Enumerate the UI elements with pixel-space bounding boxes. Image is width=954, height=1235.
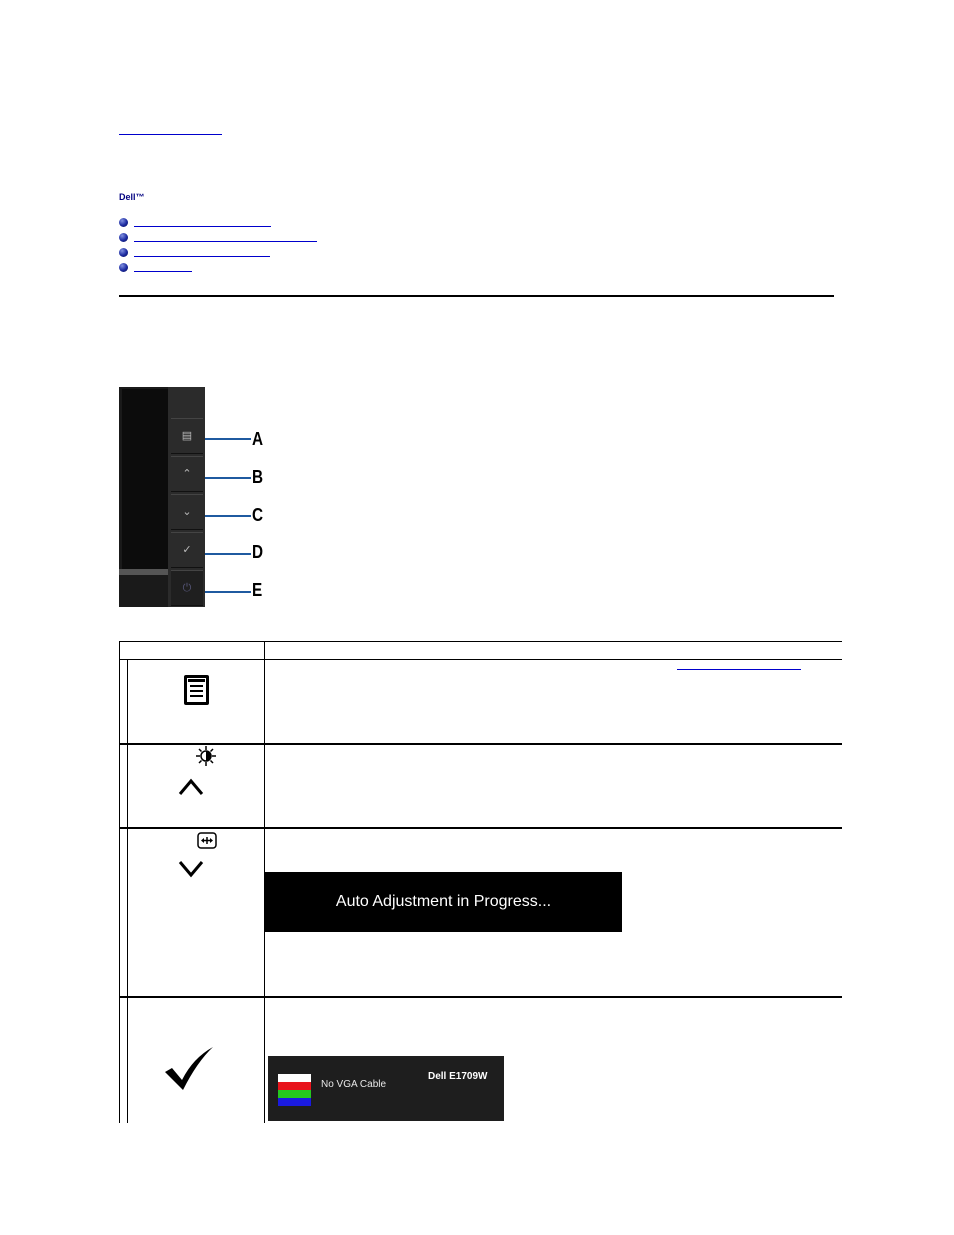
monitor-base — [119, 569, 171, 575]
back-to-contents-link[interactable] — [119, 122, 222, 135]
callout-letter-d: D — [252, 542, 264, 562]
auto-adjust-icon — [197, 832, 217, 849]
section-divider — [119, 295, 834, 297]
monitor-screen — [122, 389, 168, 569]
osd-message-text: No VGA Cable — [321, 1079, 387, 1090]
toc-link[interactable] — [134, 271, 192, 272]
callout-line-d — [205, 553, 251, 555]
table-row-divider — [119, 827, 842, 829]
table-left-border — [119, 641, 120, 1123]
auto-adjust-banner: Auto Adjustment in Progress... — [265, 872, 622, 932]
table-header-border — [119, 659, 842, 660]
callout-letter-a: A — [252, 429, 264, 449]
panel-button-down: ⌄ — [171, 494, 203, 530]
color-bar-blue — [278, 1098, 311, 1106]
bullet-icon — [119, 263, 128, 272]
callout-line-a — [205, 438, 251, 440]
table-row-divider — [119, 996, 842, 998]
monitor-front-panel-photo — [119, 387, 205, 607]
callout-line-b — [205, 477, 251, 479]
panel-button-menu: ▤ — [171, 418, 203, 454]
brand-title: Dell™ — [119, 192, 145, 202]
brightness-icon — [196, 746, 216, 766]
table-row-divider — [119, 743, 842, 745]
bullet-icon — [119, 248, 128, 257]
color-bar-green — [278, 1090, 311, 1098]
toc-link[interactable] — [134, 226, 271, 227]
toc-item[interactable] — [119, 247, 339, 259]
toc-link[interactable] — [134, 241, 317, 242]
chevron-down-icon — [178, 860, 204, 878]
panel-button-up: ⌃ — [171, 456, 203, 492]
osd-model-name: Dell E1709W — [428, 1071, 488, 1082]
bullet-icon — [119, 218, 128, 227]
color-bars-icon — [278, 1074, 311, 1106]
toc-item[interactable] — [119, 232, 339, 244]
toc-item[interactable] — [119, 262, 339, 274]
menu-icon — [183, 674, 210, 706]
panel-button-ok: ✓ — [171, 532, 203, 568]
callout-letter-e: E — [252, 580, 263, 600]
color-bar-white — [278, 1074, 311, 1082]
callout-letter-b: B — [252, 467, 264, 487]
callout-line-c — [205, 515, 251, 517]
panel-button-power: ⏻ — [171, 570, 203, 606]
chevron-up-icon — [178, 778, 204, 796]
bullet-icon — [119, 233, 128, 242]
toc-link[interactable] — [134, 256, 270, 257]
no-cable-osd-message — [268, 1056, 504, 1121]
color-bar-red — [278, 1082, 311, 1090]
toc-item[interactable] — [119, 217, 339, 229]
table-inner-left-border — [127, 660, 128, 1123]
table-top-border — [119, 641, 842, 642]
osd-menu-link[interactable] — [677, 669, 801, 670]
callout-line-e — [205, 591, 251, 593]
checkmark-icon — [163, 1046, 215, 1092]
callout-letter-c: C — [252, 505, 264, 525]
